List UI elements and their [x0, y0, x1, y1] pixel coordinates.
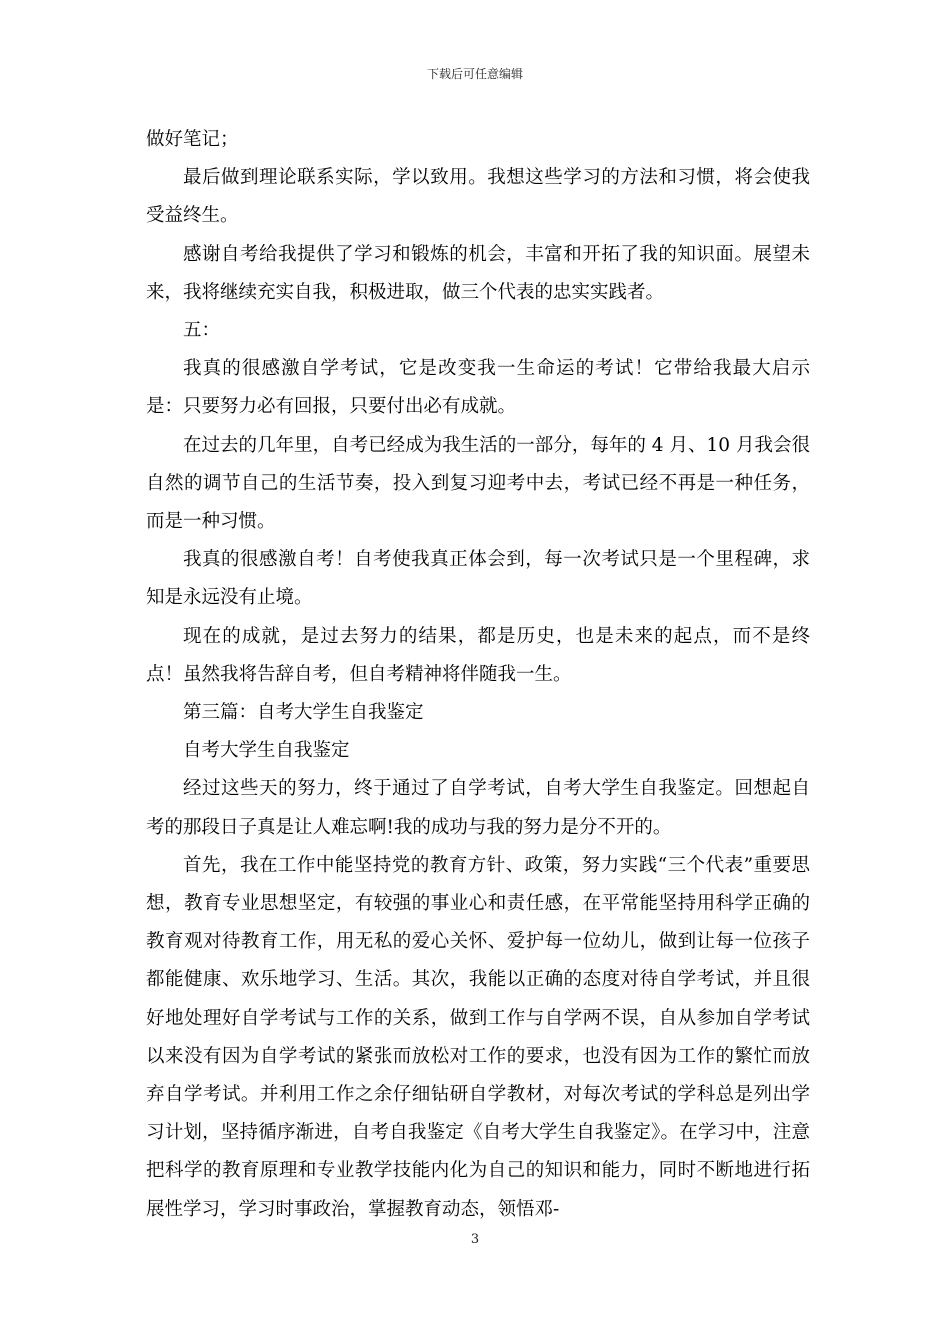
page-number: 3	[470, 1232, 480, 1247]
paragraph: 经过这些天的努力，终于通过了自学考试，自考大学生自我鉴定。回想起自考的那段日子真是让人难忘啊!我的成功与我的努力是分不开的。	[146, 778, 810, 838]
paragraph: 首先，我在工作中能坚持党的教育方针、政策，努力实践“三个代表”重要思想，教育专业思想坚定，有较强的事业心和责任感，在平常能坚持用科学正确的教育观对待教育工作，用无私的爱心关怀、爱护每一位幼儿，做到让每一位孩子都能健康、欢乐地学习、生活。其次，我能以正确的态度对待自学考试，并且很好地处理好自学考试与工作的关系，做到工作与自学两不误，自从参加自学考试以来没有因为自学考试的紧张而放松对工作的要求，也没有因为工作的繁忙而放弃自学考试。并利用工作之余仔细钻研自学教材，对每次考试的学科总是列出学习计划，坚持循序渐进，自考自我鉴定《自考大学生自我鉴定》。在学习中，注意把科学的教育原理和专业教学技能内化为自己的知识和能力，同时不断地进行拓展性学习，学习时事政治，掌握教育动态，领悟邓-	[146, 854, 810, 1220]
paragraph: 我真的很感激自考！自考使我真正体会到，每一次考试只是一个里程碑，求知是永远没有止境。	[146, 549, 810, 609]
paragraph: 感谢自考给我提供了学习和锻炼的机会，丰富和开拓了我的知识面。展望未来，我将继续充实自我，积极进取，做三个代表的忠实实践者。	[146, 243, 810, 303]
document-body	[146, 121, 810, 1229]
paragraph: 在过去的几年里，自考已经成为我生活的一部分，每年的 4 月、10 月我会很自然的调节自己的生活节奏，投入到复习迎考中去，考试已经不再是一种任务，而是一种习惯。	[146, 434, 810, 533]
page-header: 下载后可任意编辑	[426, 67, 523, 81]
section-heading: 五：	[183, 320, 221, 342]
paragraph: 现在的成就，是过去努力的结果，都是历史，也是未来的起点，而不是终点！虽然我将告辞自考，但自考精神将伴随我一生。	[146, 625, 810, 685]
section-heading: 第三篇：自考大学生自我鉴定	[183, 702, 424, 724]
paragraph: 做好笔记；	[146, 129, 239, 150]
document-title: 自考大学生自我鉴定	[183, 740, 350, 762]
paragraph: 我真的很感激自学考试，它是改变我一生命运的考试！它带给我最大启示是：只要努力必有回报，只要付出必有成就。	[146, 358, 810, 418]
paragraph: 最后做到理论联系实际，学以致用。我想这些学习的方法和习惯，将会使我受益终生。	[146, 167, 810, 227]
